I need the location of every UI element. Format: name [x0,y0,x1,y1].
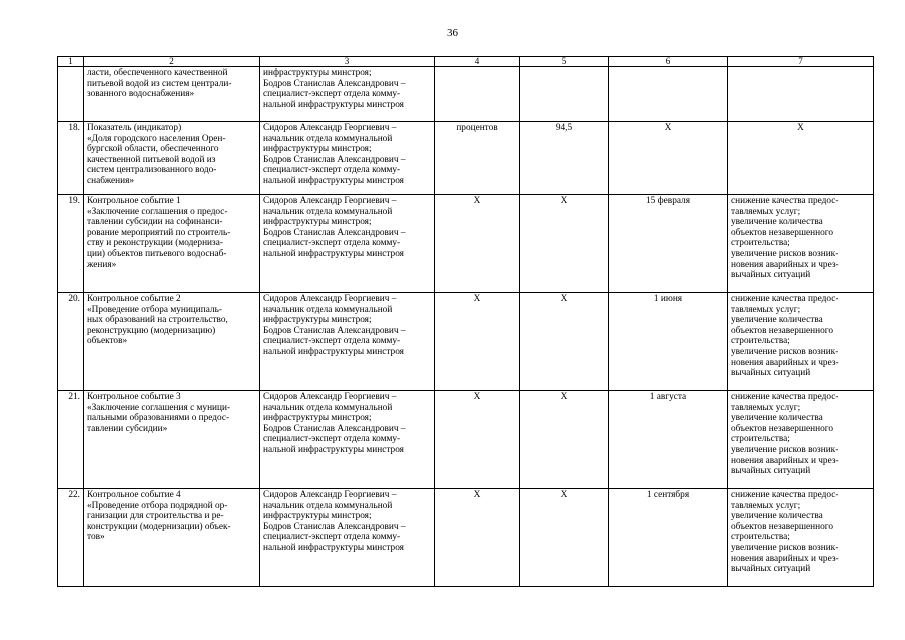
responsible-line: специалист-эксперт отдела комму- [263,532,401,543]
responsible-line: Сидоров Александр Георгиевич – [263,294,397,304]
risk-cell [728,391,874,489]
responsible-cell [260,122,435,195]
event-name-line: реконструкцию (модернизацию) [87,325,216,336]
event-name-line: ству и реконструкции (модерниза- [87,238,223,249]
event-name-line: «Заключение соглашения с муници- [87,402,231,413]
risk-line: тавляемых услуг; [731,206,801,217]
responsible-line: начальник отдела коммунальной [263,206,393,217]
responsible-cell [260,67,435,122]
table-row [58,195,874,293]
responsible-line: Бодров Станислав Александрович – [263,78,406,89]
risk-line: вычайных ситуаций [731,466,811,477]
column-header: 7 [728,57,874,67]
value-cell: Х [520,293,609,391]
responsible-cell [260,391,435,489]
risk-line: объектов незавершенного [731,423,834,434]
responsible-line: нальной инфраструктуры минстроя [263,175,404,186]
risk-line: увеличение рисков возник- [731,444,839,455]
event-name-line: тов» [87,532,105,543]
responsible-line: специалист-эксперт отдела комму- [263,238,401,249]
value-cell [520,67,609,122]
column-header: 4 [435,57,520,67]
risk-line: строительства; [731,434,790,445]
event-name-line: бургской области, обеспеченного [87,144,219,155]
risk-line: увеличение рисков возник- [731,346,839,357]
date-cell: 1 сентября [609,489,728,587]
risk-line: снижение качества предос- [731,392,839,402]
responsible-line: инфраструктуры минстроя; [263,144,372,155]
responsible-line: нальной инфраструктуры минстроя [263,346,404,357]
responsible-line: нальной инфраструктуры минстроя [263,99,404,110]
event-name-line: жения» [87,259,117,270]
risk-cell [728,489,874,587]
responsible-line: нальной инфраструктуры минстроя [263,248,404,259]
responsible-line: специалист-эксперт отдела комму- [263,89,401,100]
responsible-line: нальной инфраструктуры минстроя [263,542,404,553]
event-name-line: «Заключение соглашения о предос- [87,206,228,217]
event-name-line: «Доля городского населения Орен- [87,133,226,144]
risk-cell [728,67,874,122]
risk-line: увеличение количества [731,511,823,522]
risk-line: строительства; [731,336,790,347]
risk-line: снижение качества предос- [731,196,839,206]
event-name-cell [84,293,260,391]
event-name-cell [84,122,260,195]
risk-line: тавляемых услуг; [731,304,801,315]
unit-cell: процентов [435,122,520,195]
risk-cell [728,195,874,293]
risk-cell [728,122,874,195]
event-name-line: Контрольное событие 3 [87,392,181,402]
column-header: 1 [58,57,84,67]
event-name-line: Контрольное событие 2 [87,294,181,304]
column-header: 6 [609,57,728,67]
page-number: 36 [447,27,458,39]
event-name-cell [84,195,260,293]
event-name-line: питьевой водой из систем централи- [87,78,232,89]
date-cell: 1 августа [609,391,728,489]
date-cell: Х [609,122,728,195]
responsible-line: начальник отдела коммунальной [263,133,393,144]
risk-line: объектов незавершенного [731,325,834,336]
event-name-line: Контрольное событие 4 [87,490,181,500]
responsible-line: инфраструктуры минстроя; [263,413,372,424]
row-number-cell: 21. [58,391,84,489]
event-name-line: конструкции (модернизации) объек- [87,521,231,532]
responsible-line: Сидоров Александр Георгиевич – [263,123,397,133]
event-name-line: ции) объектов питьевого водоснаб- [87,248,227,259]
responsible-line: специалист-эксперт отдела комму- [263,336,401,347]
table-row [58,293,874,391]
event-name-line: «Проведение отбора муниципаль- [87,304,222,315]
unit-cell: Х [435,489,520,587]
responsible-cell [260,293,435,391]
event-name-line: ласти, обеспеченного качественной [87,68,228,78]
date-cell: 15 февраля [609,195,728,293]
table-row [58,67,874,122]
row-number-cell: 20. [58,293,84,391]
event-name-line: объектов» [87,336,128,347]
risk-line: вычайных ситуаций [731,368,811,379]
table-row [58,391,874,489]
risk-line: увеличение количества [731,217,823,228]
date-cell [609,67,728,122]
risk-cell [728,293,874,391]
column-header: 5 [520,57,609,67]
event-name-line: зованного водоснабжения» [87,89,195,100]
responsible-line: Сидоров Александр Георгиевич – [263,196,397,206]
unit-cell: Х [435,391,520,489]
responsible-line: инфраструктуры минстроя; [263,511,372,522]
column-header: 2 [84,57,260,67]
responsible-line: Сидоров Александр Георгиевич – [263,392,397,402]
responsible-cell [260,195,435,293]
event-name-line: ных образований на строительство, [87,315,228,326]
risk-line: Х [797,123,804,133]
event-name-cell [84,489,260,587]
risk-line: строительства; [731,532,790,543]
row-number-cell: 19. [58,195,84,293]
event-name-line: систем централизованного водо- [87,165,217,176]
responsible-cell [260,489,435,587]
row-number-cell: 18. [58,122,84,195]
risk-line: тавляемых услуг; [731,500,801,511]
risk-line: снижение качества предос- [731,294,839,304]
responsible-line: Бодров Станислав Александрович – [263,325,406,336]
event-name-line: тавлении субсидии» [87,423,168,434]
risk-line: увеличение количества [731,413,823,424]
responsible-line: начальник отдела коммунальной [263,304,393,315]
risk-line: новения аварийных и чрез- [731,455,839,466]
risk-line: вычайных ситуаций [731,564,811,575]
event-name-cell [84,391,260,489]
responsible-line: инфраструктуры минстроя; [263,217,372,228]
risk-line: увеличение количества [731,315,823,326]
table-row [58,122,874,195]
date-cell: 1 июня [609,293,728,391]
risk-line: объектов незавершенного [731,521,834,532]
risk-line: новения аварийных и чрез- [731,357,839,368]
event-name-line: рование мероприятий по строитель- [87,227,231,238]
responsible-line: начальник отдела коммунальной [263,500,393,511]
risk-line: новения аварийных и чрез- [731,259,839,270]
risk-line: новения аварийных и чрез- [731,553,839,564]
risk-line: вычайных ситуаций [731,270,811,281]
row-number-cell [58,67,84,122]
responsible-line: специалист-эксперт отдела комму- [263,434,401,445]
unit-cell: Х [435,293,520,391]
event-name-line: тавлении субсидии на софинанси- [87,217,223,228]
responsible-line: Бодров Станислав Александрович – [263,227,406,238]
event-name-line: Показатель (индикатор) [87,123,182,133]
event-name-line: пальными образованиями о предос- [87,413,230,424]
value-cell: Х [520,391,609,489]
risk-line: объектов незавершенного [731,227,834,238]
value-cell: Х [520,489,609,587]
responsible-line: Бодров Станислав Александрович – [263,521,406,532]
responsible-line: начальник отдела коммунальной [263,402,393,413]
table-row [58,489,874,587]
unit-cell: Х [435,195,520,293]
event-name-line: качественной питьевой водой из [87,154,216,165]
column-header: 3 [260,57,435,67]
risk-line: увеличение рисков возник- [731,542,839,553]
responsible-line: инфраструктуры минстроя; [263,68,372,78]
value-cell: Х [520,195,609,293]
risk-line: строительства; [731,238,790,249]
event-name-line: снабжения» [87,175,135,186]
plan-table [57,56,874,587]
event-name-line: Контрольное событие 1 [87,196,181,206]
unit-cell [435,67,520,122]
risk-line: увеличение рисков возник- [731,248,839,259]
row-number-cell: 22. [58,489,84,587]
responsible-line: Сидоров Александр Георгиевич – [263,490,397,500]
responsible-line: Бодров Станислав Александрович – [263,154,406,165]
column-number-row [58,57,874,67]
responsible-line: нальной инфраструктуры минстроя [263,444,404,455]
event-name-line: «Проведение отбора подрядной ор- [87,500,228,511]
responsible-line: Бодров Станислав Александрович – [263,423,406,434]
responsible-line: специалист-эксперт отдела комму- [263,165,401,176]
risk-line: тавляемых услуг; [731,402,801,413]
event-name-line: ганизации для строительства и ре- [87,511,224,522]
responsible-line: инфраструктуры минстроя; [263,315,372,326]
risk-line: снижение качества предос- [731,490,839,500]
value-cell: 94,5 [520,122,609,195]
event-name-cell [84,67,260,122]
